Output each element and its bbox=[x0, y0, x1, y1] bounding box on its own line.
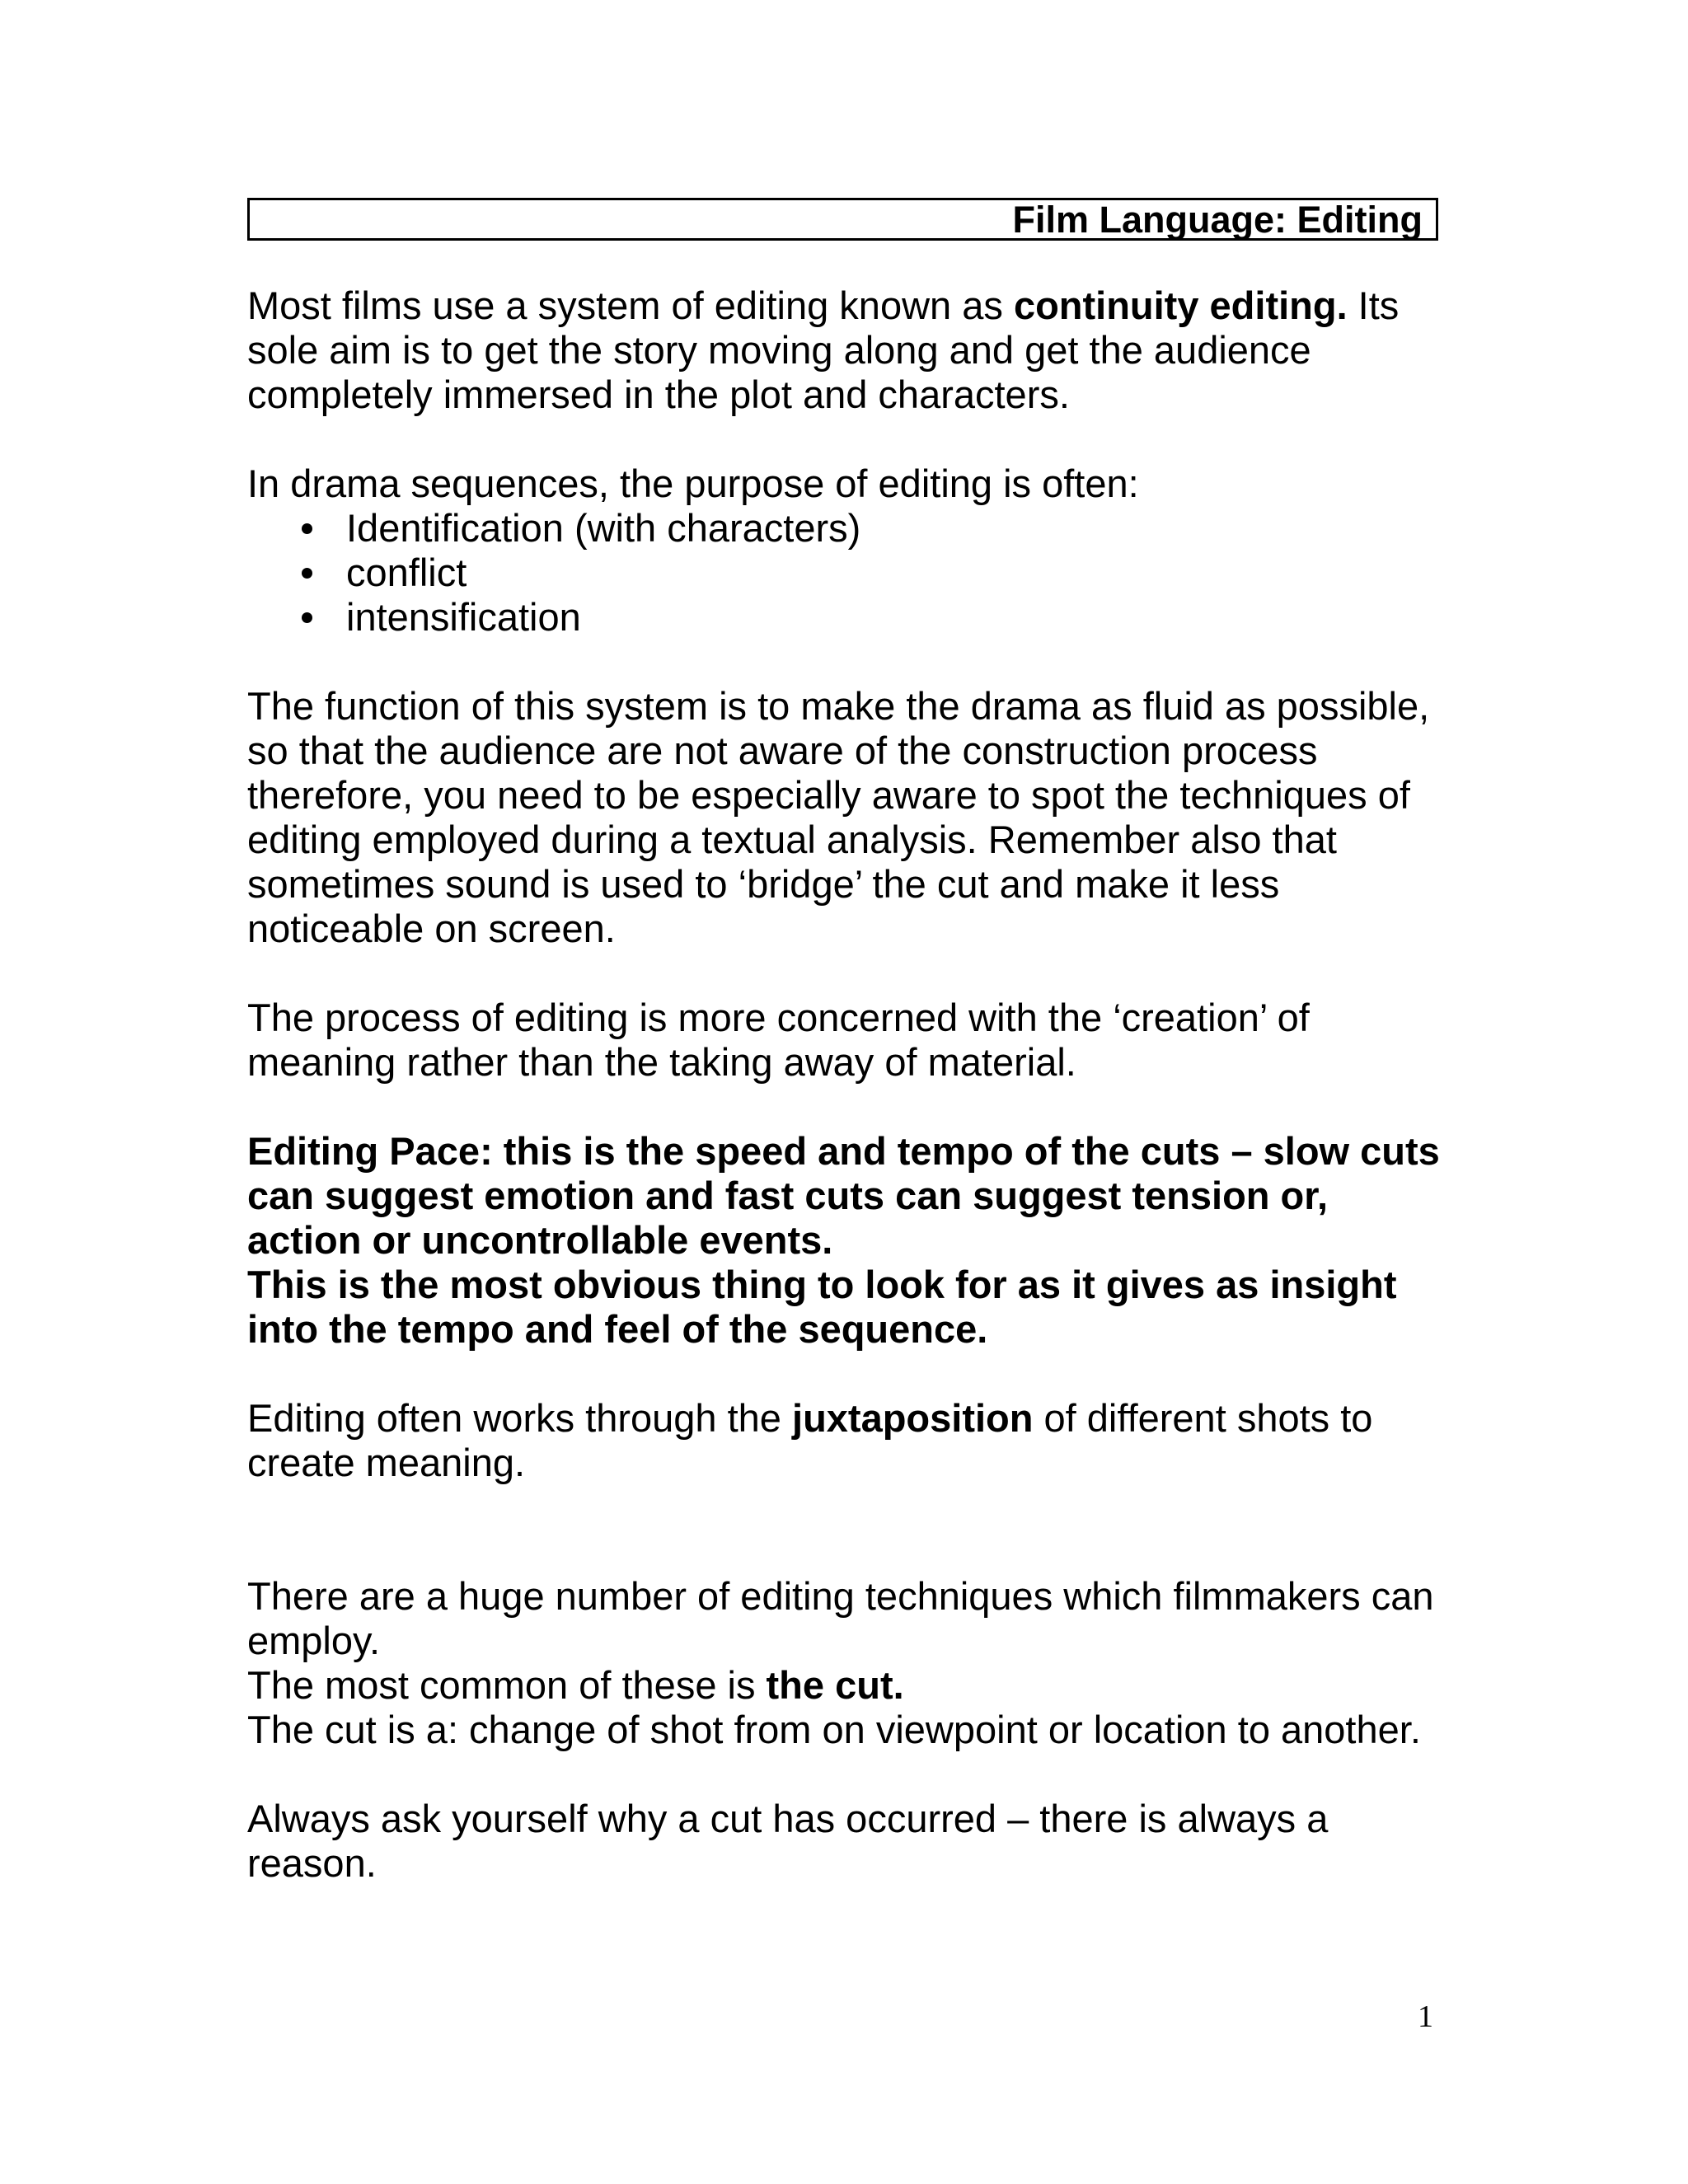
term-continuity-editing: continuity editing. bbox=[1013, 284, 1348, 327]
function-paragraph: The function of this system is to make the drama as fluid as possible, so that the audience are not aware of the construction process therefore, you need to be especially aware to spot the techniques of editing employed during a textual analysis. Remember also that sometimes sound is used to ‘bridge’ the cut and make it less noticeable on screen. bbox=[247, 684, 1430, 950]
bullet-icon bbox=[302, 568, 312, 579]
process-paragraph: The process of editing is more concerned with the ‘creation’ of meaning rather than the taking away of material. bbox=[247, 996, 1310, 1084]
drama-paragraph bbox=[247, 462, 1438, 640]
term-the-cut: the cut. bbox=[766, 1663, 904, 1707]
page-title: Film Language: Editing bbox=[1012, 199, 1423, 241]
list-item: conflict bbox=[247, 551, 1438, 595]
bullet-icon bbox=[302, 523, 312, 534]
list-item: Identification (with characters) bbox=[247, 506, 1438, 551]
page-number: 1 bbox=[1418, 1999, 1433, 2034]
drama-lead: In drama sequences, the purpose of editing is often: bbox=[247, 462, 1139, 505]
bullet-icon bbox=[302, 612, 312, 623]
term-juxtaposition: juxtaposition bbox=[792, 1396, 1034, 1440]
purpose-list bbox=[247, 506, 1438, 640]
techniques-paragraph: There are a huge number of editing techniques which filmmakers can employ. The most common of these is the cut. The cut is a: change of shot from on viewpoint or location to another. bbox=[247, 1574, 1434, 1751]
editing-pace-paragraph: Editing Pace: this is the speed and tempo of the cuts – slow cuts can suggest emotion and fast cuts can suggest tension or, action or uncontrollable events. This is the most obvious thing to look for as it gives as insight into the tempo and feel of the sequence. bbox=[247, 1129, 1440, 1351]
intro-paragraph: Most films use a system of editing known as continuity editing. Its sole aim is to get the story moving along and get the audience completely immersed in the plot and characters. bbox=[247, 284, 1400, 416]
always-ask-paragraph: Always ask yourself why a cut has occurred – there is always a reason. bbox=[247, 1797, 1329, 1885]
page-title-box bbox=[247, 198, 1438, 241]
list-item: intensification bbox=[247, 595, 1438, 640]
document-page bbox=[247, 198, 1438, 1886]
juxtaposition-paragraph: Editing often works through the juxtaposition of different shots to create meaning. bbox=[247, 1396, 1373, 1484]
